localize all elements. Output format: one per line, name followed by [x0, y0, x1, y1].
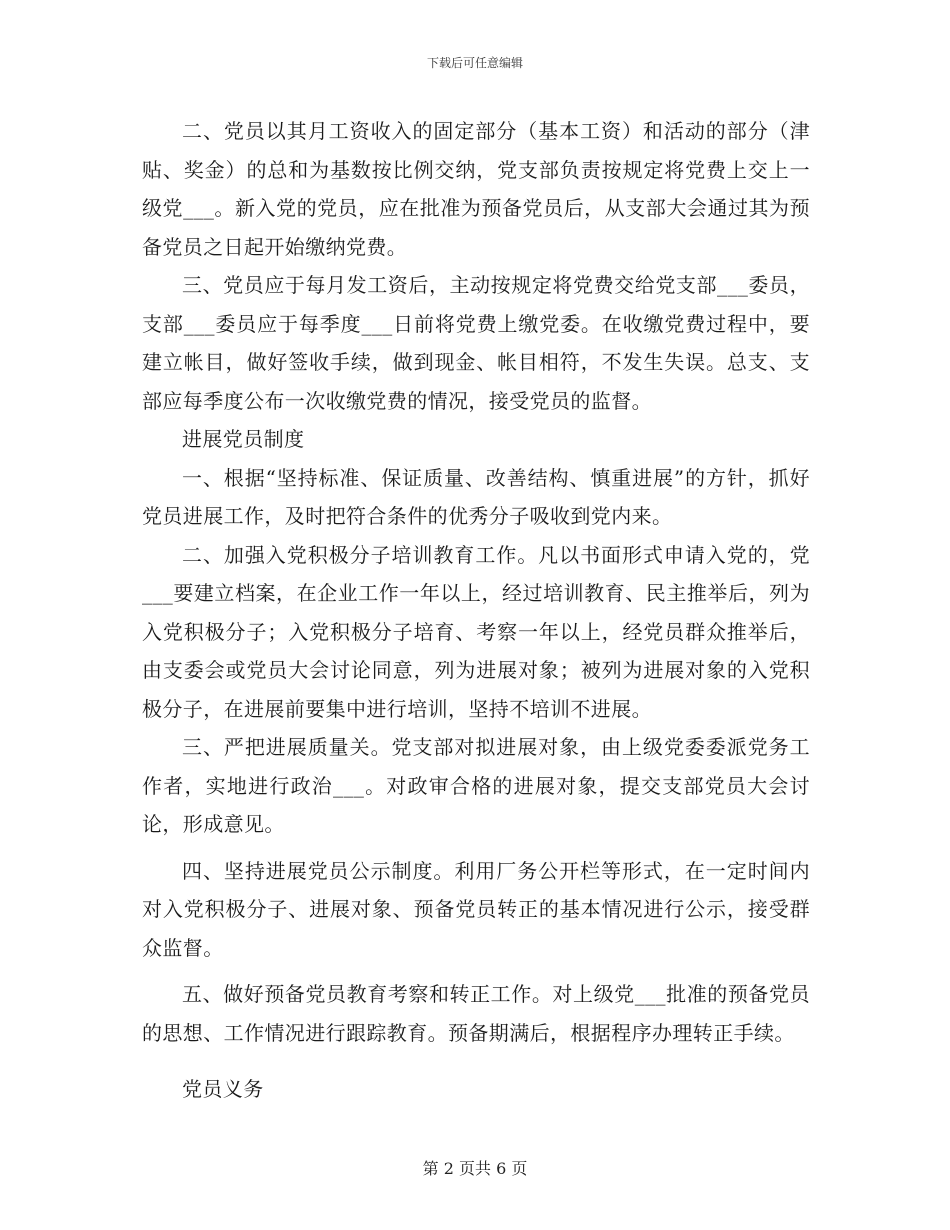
section-heading-duties: 党员义务 — [182, 1077, 264, 1101]
document-body — [142, 112, 810, 1109]
page-number: 第 2 页共 6 页 — [422, 1159, 528, 1178]
section-heading-development: 进展党员制度 — [182, 427, 305, 451]
paragraph-party-fee-3: 三、党员应于每月发工资后，主动按规定将党费交给党支部___委员，支部___委员应于每季度___日前将党费上缴党委。在收缴党费过程中，要建立帐目，做好签收手续，做到现金、帐目相符，不发生失误。总支、支部应每季度公布一次收缴党费的情况，接受党员的监督。 — [142, 273, 810, 413]
paragraph-development-2: 二、加强入党积极分子培训教育工作。凡以书面形式申请入党的，党___要建立档案，在企业工作一年以上，经过培训教育、民主推举后，列为入党积极分子；入党积极分子培育、考察一年以上，经党员群众推举后，由支委会或党员大会讨论同意，列为进展对象；被列为进展对象的入党积极分子，在进展前要集中进行培训，坚持不培训不进展。 — [142, 542, 810, 721]
paragraph-development-3: 三、严把进展质量关。党支部对拟进展对象，由上级党委委派党务工作者，实地进行政治___。对政审合格的进展对象，提交支部党员大会讨论，形成意见。 — [142, 735, 810, 836]
paragraph-development-4: 四、坚持进展党员公示制度。利用厂务公开栏等形式，在一定时间内对入党积极分子、进展对象、预备党员转正的基本情况进行公示，接受群众监督。 — [142, 858, 810, 960]
paragraph-development-5: 五、做好预备党员教育考察和转正工作。对上级党___批准的预备党员的思想、工作情况进行跟踪教育。预备期满后，根据程序办理转正手续。 — [142, 982, 810, 1045]
paragraph-development-1: 一、根据“坚持标准、保证质量、改善结构、慎重进展”的方针，抓好党员进展工作，及时把符合条件的优秀分子吸收到党内来。 — [142, 465, 810, 528]
paragraph-party-fee-2: 二、党员以其月工资收入的固定部分（基本工资）和活动的部分（津贴、奖金）的总和为基数按比例交纳，党支部负责按规定将党费上交上一级党___。新入党的党员，应在批准为预备党员后，从支部大会通过其为预备党员之日起开始缴纳党费。 — [142, 119, 810, 259]
page-header: 下载后可任意编辑 — [426, 56, 523, 70]
